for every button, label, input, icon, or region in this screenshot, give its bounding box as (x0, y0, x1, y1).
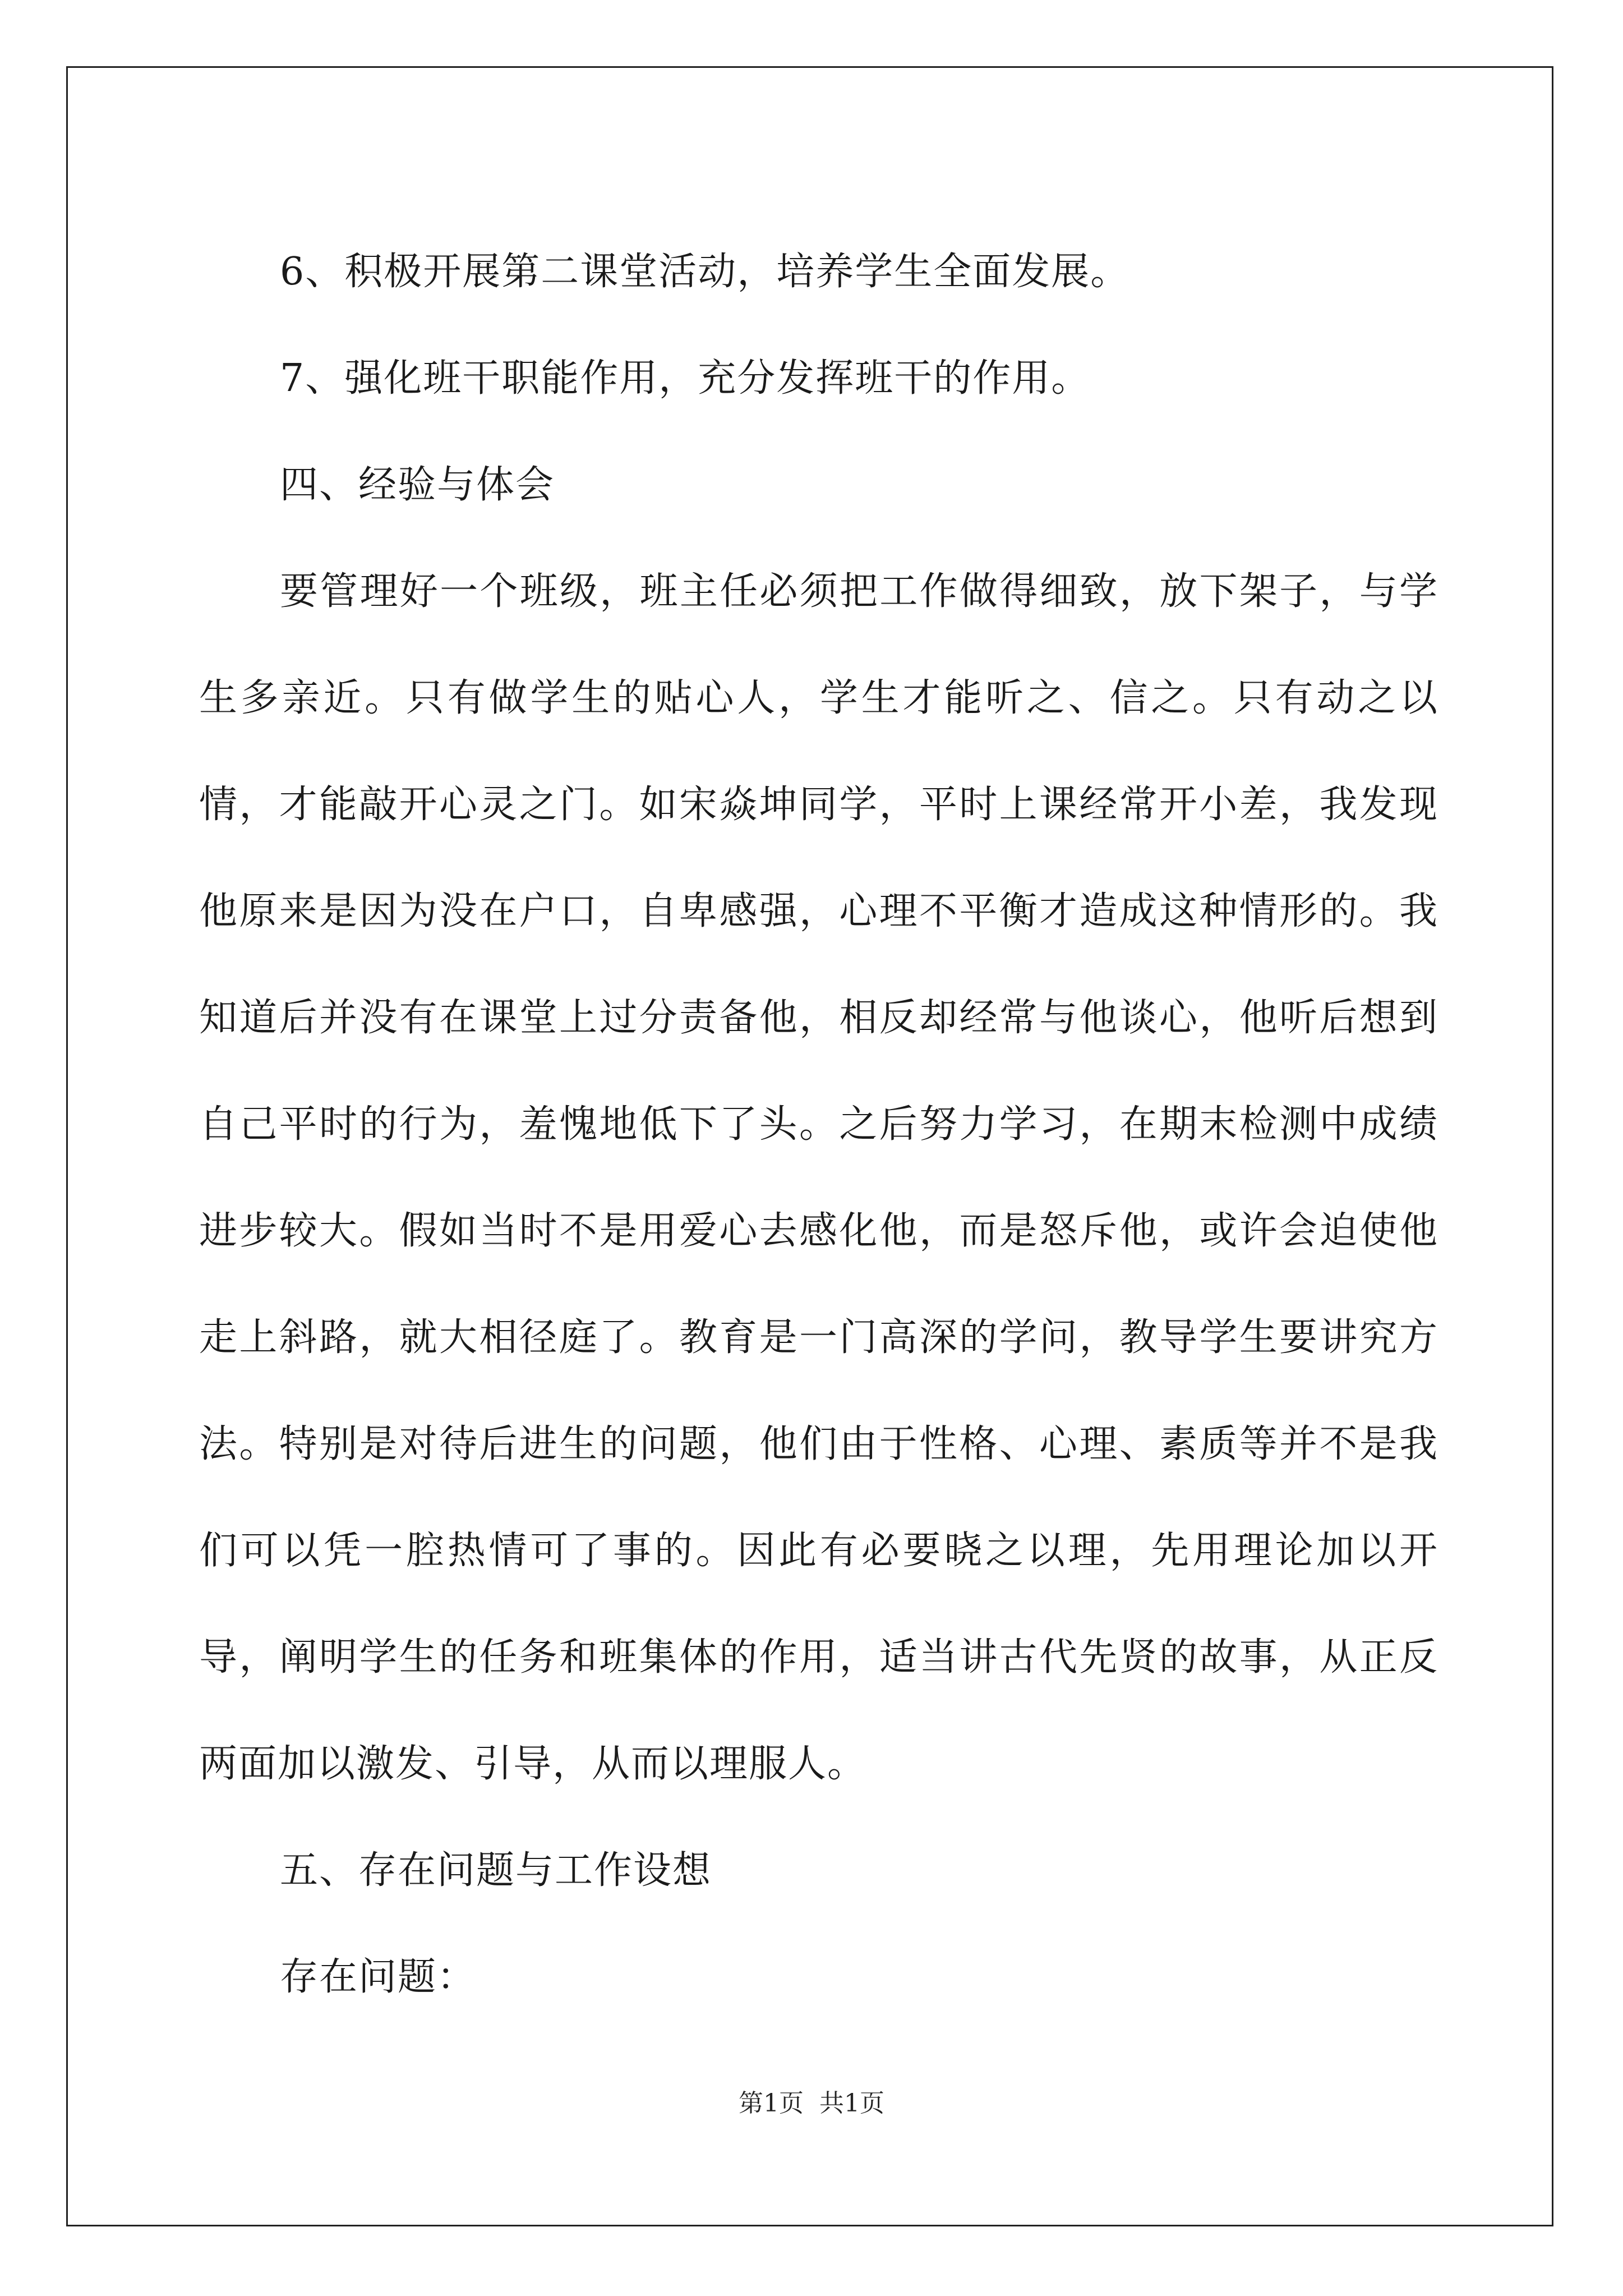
section-heading-5: 五、存在问题与工作设想 (280, 1848, 712, 1893)
page-number-footer: 第1页 共1页 (739, 2089, 884, 2118)
list-item-6: 6、积极开展第二课堂活动，培养学生全面发展。 (280, 250, 1130, 294)
problems-label: 存在问题： (280, 1955, 477, 1999)
list-item-7: 7、强化班干职能作用，充分发挥班干的作用。 (280, 356, 1091, 401)
body-paragraph: 要管理好一个班级，班主任必须把工作做得细致，放下架子，与学生多亲近。只有做学生的贴心人，学生才能听之、信之。只有动之以情，才能敲开心灵之门。如宋焱坤同学，平时上课经常开小差，我发现他原来是因为没在户口，自卑感强，心理不平衡才造成这种情形的。我知道后并没有在课堂上过分责备他，相反却经常与他谈心，他听后想到自己平时的行为，羞愧地低下了头。之后努力学习，在期末检测中成绩进步较大。假如当时不是用爱心去感化他，而是怒斥他，或许会迫使他走上斜路，就大相径庭了。教育是一门高深的学问，教导学生要讲究方法。特别是对待后进生的问题，他们由于性格、心理、素质等并不是我们可以凭一腔热情可了事的。因此有必要晓之以理，先用理论加以开导，阐明学生的任务和班集体的作用，适当讲古代先贤的故事，从正反两面加以激发、引导，从而以理服人。 (199, 569, 1438, 1786)
document-body (199, 219, 1438, 2031)
section-heading-4: 四、经验与体会 (280, 463, 555, 507)
